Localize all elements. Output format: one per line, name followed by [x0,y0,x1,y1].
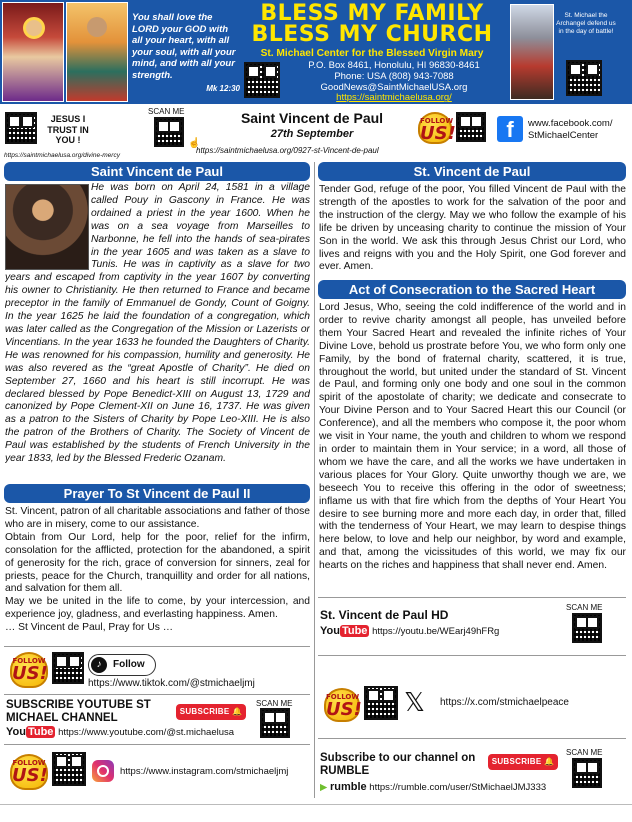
left-divider-2 [4,694,310,695]
right-divider-2 [318,655,626,656]
right-divider-3 [318,738,626,739]
website-link[interactable]: https://saintmichaelusa.org/ [336,92,452,104]
youtube-link-row[interactable]: You Tube https://www.youtube.com/@st.michaelusa [6,726,235,738]
follow-us-badge-x[interactable]: FOLLOW US! [324,688,360,722]
our-lady-guadalupe-image [66,2,128,102]
left-divider-1 [4,646,310,647]
instagram-icon[interactable] [92,760,114,782]
instagram-url[interactable]: https://www.instagram.com/stmichaeljmj [120,766,289,777]
tiktok-follow-button[interactable]: ♪ Follow [88,654,156,676]
center-subtitle: St. Michael Center for the Blessed Virgin Mary [260,48,484,59]
address: P.O. Box 8461, Honolulu, HI 96830-8461 [308,60,480,71]
prayer-para-1: St. Vincent, patron of all charitable associations and father of those who are in misery, come to our assistance. [5,506,310,530]
header-quote: You shall love the LORD your GOD with all your heart, with all your soul, with all your mind, and with all your strength. [132,12,236,81]
title-line1: BLESS MY FAMILY [260,1,484,26]
follow-us-badge-facebook[interactable]: FOLLOW US! [418,112,452,144]
prayer-heading: Prayer To St Vincent de Paul II [4,484,310,503]
divine-mercy-image [2,2,64,102]
contact-block [284,61,504,104]
bio-text: He was born on April 24, 1581 in a village called Pouy in Gascony in France. He was ordained a priest in the year 1600. When he was on a sea voyage from Marseilles to Narbonne, he fell into the hands of sea-pirates in the year 1605 and was taken as a slave to Tunis. He was in captivity as a slave for two years and escaped from captivity in the year 1607 by converting his owner to Christianity. He then returned to France and became preceptor in the family of Emmanuel de Gondy, Count of Goigny. In the year 1625 he laid the foundation of a congregation, which was later called as the Congregation of the Mission or Lazerists or Vincentians. In the year 1633 he founded the Daughters of Charity. He was renowned for his compassion, humility and generosity. He was also revered as the “great Apostle of Charity”. He died on September 27, 1660 and his heart is still incorrupt. He was declared blessed by Pope Benedict-XIII on August 13, 1729 and canonized by Pope Clement-XII on June 16, 1737. He was given as a patron to the Sisters of Charity by Pope Leo-XIII. He is also the patron of the Brothers of Charity. The Society of Vincent de Paul was established by the students of French University in the year 1833, led by the Blessed Frederic Ozanam. [5,182,310,465]
st-michael-caption: St. Michael the Archangel defend us in the day of battle! [556,12,616,35]
phone: Phone: USA (808) 943-7088 [334,70,454,82]
saint-title: Saint Vincent de Paul [240,110,384,126]
x-logo-icon[interactable]: 𝕏 [404,688,425,718]
saint-page-url[interactable]: https://saintmichaelusa.org/0927-st-Vincent-de-paul [196,146,379,155]
tap-hand-icon: ☝ [188,138,201,149]
consecration-heading: Act of Consecration to the Sacred Heart [318,280,626,299]
tiktok-url[interactable]: https://www.tiktok.com/@stmichaeljmj [88,678,255,689]
email: GoodNews@SaintMichaelUSA.org [320,81,468,93]
rumble-link-row[interactable]: ▶ rumble https://rumble.com/user/StMichaelJMJ333 [320,781,547,793]
bio-heading: Saint Vincent de Paul [4,162,310,181]
facebook-icon[interactable]: f [497,116,523,142]
rumble-scan-me: SCAN ME [566,748,603,757]
youtube-qr-code[interactable] [260,708,290,738]
tiktok-qr-code[interactable] [52,652,84,684]
st-michael-image [510,4,554,100]
x-url[interactable]: https://x.com/stmichaelpeace [440,697,569,708]
saint-page-qr-code[interactable] [154,117,184,147]
youtube-logo-icon: You Tube [320,625,368,637]
header-quote-ref: Mk 12:30 [206,84,240,93]
hd-scan-me: SCAN ME [566,603,603,612]
feast-day: 27th September [270,128,354,140]
tiktok-icon: ♪ [91,657,107,673]
jesus-trust-text: JESUS I TRUST IN YOU ! [47,114,89,145]
prayer-body [5,506,310,635]
youtube-scan-me: SCAN ME [256,699,293,708]
divine-mercy-url[interactable]: https://saintmichaelusa.org/divine-mercy [4,152,120,159]
x-qr-code[interactable] [364,686,398,720]
scan-me-label: SCAN ME [148,107,185,116]
prayer-para-4: … St Vincent de Paul, Pray for Us … [5,622,174,634]
title-line2: BLESS MY CHURCH [251,22,493,47]
follow-us-badge-instagram[interactable]: FOLLOW US! [10,754,48,790]
rumble-play-icon: ▶ [320,782,328,793]
right-prayer-text: Tender God, refuge of the poor, You filled Vincent de Paul with the strength of the apostles to work for the salvation of the poor and the instruction of the clergy. May we who follow the example of his life be driven by unceasing charity to continue the mission of Your Son in the world. We ask this through Jesus Christ our Lord, who lives and reigns with you and the Holy Spirit, one God forever and ever. Amen. [319,184,626,273]
youtube-subscribe-title: SUBSCRIBE YOUTUBE ST MICHAEL CHANNEL [6,699,151,724]
youtube-logo-icon: You Tube [6,726,54,738]
hd-video-link[interactable]: You Tube https://youtu.be/WEarj49hFRg [320,625,500,637]
facebook-qr-code[interactable] [456,112,486,142]
left-divider-3 [4,744,310,745]
prayer-para-3: May we be united in the life to come, by your intercession, and experience joy, gladness, and everlasting happiness. Amen. [5,596,310,621]
header-qr-code[interactable] [244,62,280,98]
prayer-para-2: Obtain from Our Lord, help for the poor, relief for the infirm, consolation for the afflicted, protection for the abandoned, a spirit of generosity for the rich, grace of conversion for sinners, zeal for priests, peace for the Church, tranquillity and order for all nations, and salvation for them all. [5,531,310,595]
right-prayer-heading: St. Vincent de Paul [318,162,626,181]
right-divider-1 [318,597,626,598]
facebook-url[interactable]: www.facebook.com/ StMichaelCenter [528,118,613,141]
consecration-text: Lord Jesus, Who, seeing the cold indifference of the world and in order to revive charity amongst all people, has unveiled before them Your Sacred Heart and revealed the infinite riches of Your Divine Love, behold us prostrate before You, we who form only one Family, by the bond of fraternal charity, scattered, it is true, throughout the world, but united under the standard of St. Vincent de Paul, and forming only one body and one soul in the common spirit of the apostolate of charity; we dedicate and consecrate to Your Divine Person and to Your Sacred Heart this our Council (or Conference), and all the members who compose it, the poor whom we visit in Your name, the youth and children to whom we respond in order to maintain them in Your service; in a word, all those of whom we have the care, and all the works we have undertaken in various places for Your Glory. Quite unworthy though we are, we beseech You to receive this offering in the odor of sweetness; inflame us with that fire which from the depths of Your Heart You desire to see burning more and more each day, in order that, filled with the tenderness of Your Heart, we may learn to despise things here below, to love and help our neighbor, by word and example, and that, among the vicissitudes of this world, we may fix our hearts on the riches and happiness that shall never end. Amen. [319,302,626,572]
instagram-qr-code[interactable] [52,752,86,786]
column-divider [314,162,315,798]
divine-mercy-qr-code[interactable] [5,112,37,144]
rumble-title: Subscribe to our channel on RUMBLE [320,752,476,777]
hd-video-qr-code[interactable] [572,613,602,643]
follow-us-badge-tiktok[interactable]: FOLLOW US! [10,652,48,688]
rumble-subscribe-button[interactable]: SUBSCRIBE 🔔 [488,754,558,770]
bottom-rule [0,804,632,805]
youtube-subscribe-button[interactable]: SUBSCRIBE 🔔 [176,704,246,720]
hd-video-title: St. Vincent de Paul HD [320,608,449,622]
st-michael-qr-code[interactable] [566,60,602,96]
rumble-qr-code[interactable] [572,758,602,788]
